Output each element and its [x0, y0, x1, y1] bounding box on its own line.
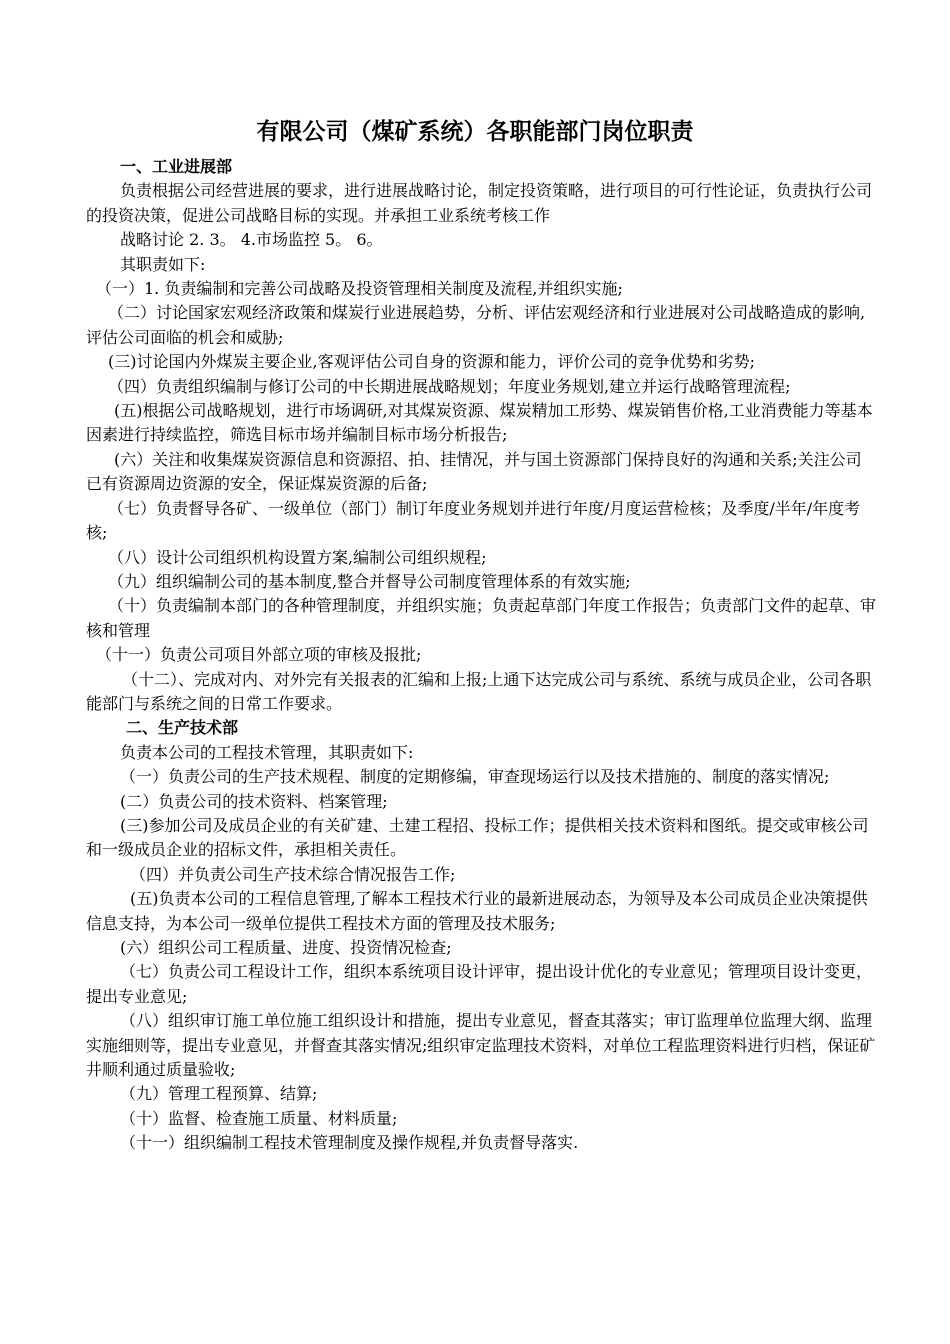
list-item: （四）并负责公司生产技术综合情况报告工作; — [130, 864, 456, 884]
list-item: （九）管理工程预算、结算; — [120, 1084, 318, 1104]
document-title: 有限公司（煤矿系统）各职能部门岗位职责 — [256, 118, 694, 145]
list-item: (三)参加公司及成员企业的有关矿建、土建工程招、投标工作；提供相关技术资料和图纸。提交或审核公司和一级成员企业的招标文件，承担相关责任。 — [86, 815, 869, 860]
list-item: （十二）、完成对内、对外完有关报表的汇编和上报;上通下达完成公司与系统、系统与成员企业，公司各职能部门与系统之间的日常工作要求。 — [86, 669, 872, 713]
list-item: (六）关注和收集煤炭资源信息和资源招、拍、挂情况，并与国土资源部门保持良好的沟通和关系;关注公司已有资源周边资源的安全，保证煤炭资源的后备; — [86, 449, 862, 494]
paragraph: 战略讨论 2. 3。 4.市场监控 5。 6。 — [120, 230, 383, 250]
list-item: （十一）组织编制工程技术管理制度及操作规程,并负责督导落实. — [120, 1133, 579, 1153]
section-heading-industry: 一、工业进展部 — [120, 157, 233, 176]
list-item: (三)讨论国内外煤炭主要企业,客观评估公司自身的资源和能力，评价公司的竞争优势和劣势; — [108, 352, 755, 372]
paragraph: 负责根据公司经营进展的要求，进行进展战略讨论，制定投资策略，进行项目的可行性论证，负责执行公司的投资决策，促进公司战略目标的实现。并承担工业系统考核工作 — [86, 181, 873, 225]
document-body — [86, 155, 876, 1156]
list-item: （一）负责公司的生产技术规程、制度的定期修编，审查现场运行以及技术措施的、制度的落实情况; — [120, 767, 830, 787]
paragraph: 其职责如下: — [120, 254, 206, 274]
list-item: （二）讨论国家宏观经济政策和煤炭行业进展趋势，分析、评估宏观经济和行业进展对公司战略造成的影响,评估公司面临的机会和威胁; — [86, 303, 866, 347]
list-item: （四）负责组织编制与修订公司的中长期进展战略规划；年度业务规划,建立并运行战略管理流程; — [108, 376, 791, 396]
list-item: (五)负责本公司的工程信息管理,了解本工程技术行业的最新进展动态，为领导及本公司成员企业决策提供信息支持，为本公司一级单位提供工程技术方面的管理及技术服务; — [86, 889, 868, 933]
paragraph: 负责本公司的工程技术管理，其职责如下: — [120, 742, 414, 762]
list-item: （十一）负责公司项目外部立项的审核及报批; — [96, 645, 422, 665]
section-heading-production-tech: 二、生产技术部 — [126, 718, 239, 738]
list-item: (五)根据公司战略规划，进行市场调研,对其煤炭资源、煤炭精加工形势、煤炭销售价格,工业消费能力等基本因素进行持续监控，筛选目标市场并编制目标市场分析报告; — [86, 401, 873, 445]
list-item: （七）负责督导各矿、一级单位（部门）制订年度业务规划并进行年度/月度运营检核；及季度/半年/年度考核; — [86, 498, 861, 543]
list-item: （一）1. 负责编制和完善公司战略及投资管理相关制度及流程,并组织实施; — [96, 279, 623, 299]
list-item: （八）组织审订施工单位施工组织设计和措施，提出专业意见，督查其落实；审订监理单位监理大纲、监理实施细则等，提出专业意见，并督查其落实情况;组织审定监理技术资料，对单位工程监理资料进行归档，保证矿井顺利通过质量验收; — [86, 1011, 876, 1080]
list-item: (六）组织公司工程质量、进度、投资情况检查; — [120, 938, 452, 957]
list-item: （七）负责公司工程设计工作，组织本系统项目设计评审，提出设计优化的专业意见；管理项目设计变更，提出专业意见; — [86, 962, 873, 1006]
list-item: （十）负责编制本部门的各种管理制度，并组织实施；负责起草部门年度工作报告；负责部门文件的起草、审核和管理 — [86, 596, 877, 640]
list-item: （十）监督、检查施工质量、材料质量; — [120, 1108, 398, 1128]
list-item: （九）组织编制公司的基本制度,整合并督导公司制度管理体系的有效实施; — [108, 571, 631, 591]
list-item: （八）设计公司组织机构设置方案,编制公司组织规程; — [108, 547, 487, 567]
list-item: (二）负责公司的技术资料、档案管理; — [120, 791, 388, 811]
